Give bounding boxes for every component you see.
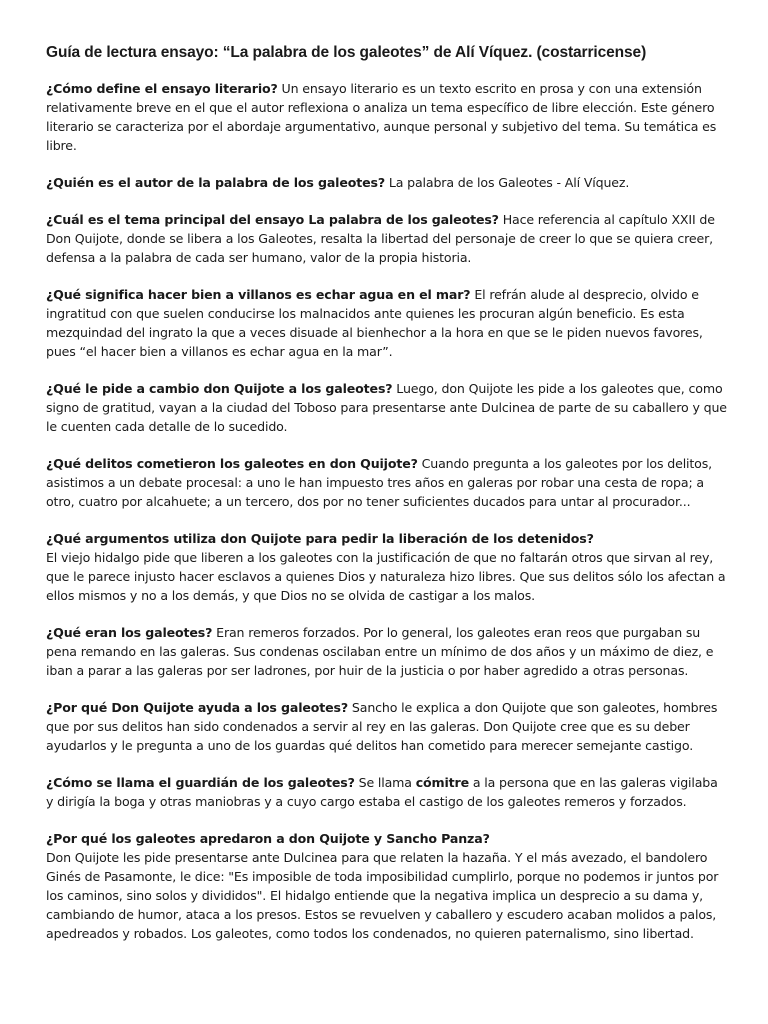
question: ¿Quién es el autor de la palabra de los galeotes? bbox=[46, 175, 385, 190]
document-title: Guía de lectura ensayo: “La palabra de los galeotes” de Alí Víquez. (costarricense) bbox=[46, 44, 647, 61]
answer: Cuando pregunta a los galeotes por los delitos, asistimos a un debate procesal: a uno le han impuesto tres años en galeras por robar una cesta de ropa; a otro, cuatro por alcahuete; a un tercero, dos por no tener suficientes ducados para untar al procurador... bbox=[46, 456, 713, 509]
question: ¿Qué delitos cometieron los galeotes en don Quijote? bbox=[46, 456, 418, 471]
question: ¿Qué argumentos utiliza don Quijote para pedir la liberación de los detenidos? bbox=[46, 531, 594, 546]
answer: El refrán alude al desprecio, olvido e ingratitud con que suelen conducirse los malnacidos ante quienes les procuran algún beneficio. Es esta mezquindad del ingrato la que a veces disuade al bienhechor a la hora en que se le piden nuevos favores, pues “el hacer bien a villanos es echar agua en la mar”. bbox=[46, 287, 703, 359]
qa-item bbox=[46, 173, 728, 192]
answer: Luego, don Quijote les pide a los galeotes que, como signo de gratitud, vayan a la ciudad del Toboso para presentarse ante Dulcinea de parte de su caballero y que le cuenten cada detalle de lo sucedido. bbox=[46, 381, 727, 434]
answer: El viejo hidalgo pide que liberen a los galeotes con la justificación de que no faltarán otros que sirvan al rey, que le parece injusto hacer esclavos a quienes Dios y naturaleza hizo libres. Que sus delitos sólo los afectan a ellos mismos y no a los demás, y que Dios no se olvida de castigar a los malos. bbox=[46, 550, 726, 603]
answer: Hace referencia al capítulo XXII de Don Quijote, donde se libera a los Galeotes, resalta la libertad del personaje de creer lo que se quiera creer, defensa a la palabra de cada ser humano, valor de la propia historia. bbox=[46, 212, 715, 265]
qa-item bbox=[46, 210, 728, 267]
answer-keyword: cómitre bbox=[415, 775, 469, 790]
answer: Sancho le explica a don Quijote que son galeotes, hombres que por sus delitos han sido condenados a servir al rey en las galeras. Don Quijote cree que es su deber ayudarlos y le pregunta a uno de los guardas qué delitos han cometido para merecer semejante castigo. bbox=[46, 700, 718, 753]
question: ¿Cómo se llama el guardián de los galeotes? bbox=[46, 775, 355, 790]
qa-item bbox=[46, 529, 728, 605]
question: ¿Qué le pide a cambio don Quijote a los galeotes? bbox=[46, 381, 393, 396]
answer-part: a la persona que en las galeras vigilaba y dirigía la boga y otras maniobras y a cuyo cargo estaba el castigo de los galeotes remeros y forzados. bbox=[46, 775, 718, 809]
answer: Don Quijote les pide presentarse ante Dulcinea para que relaten la hazaña. Y el más avezado, el bandolero Ginés de Pasamonte, le dice: "Es imposible de toda imposibilidad cumplirlo, porque no podemos ir juntos por los caminos, sino solos y divididos". El hidalgo entiende que la negativa implica un desprecio a su dama y, cambiando de humor, ataca a los presos. Estos se revuelven y caballero y escudero acaban molidos a palos, apedreados y robados. Los galeotes, como todos los condenados, no quieren paternalismo, sino libertad. bbox=[46, 850, 719, 941]
question: ¿Por qué los galeotes apredaron a don Quijote y Sancho Panza? bbox=[46, 831, 490, 846]
question: ¿Cuál es el tema principal del ensayo La palabra de los galeotes? bbox=[46, 212, 499, 227]
qa-item bbox=[46, 698, 728, 755]
qa-item bbox=[46, 773, 728, 811]
answer-part: Se llama bbox=[354, 775, 416, 790]
answer: La palabra de los Galeotes - Alí Víquez. bbox=[385, 175, 630, 190]
answer: Un ensayo literario es un texto escrito en prosa y con una extensión relativamente breve en el que el autor reflexiona o analiza un tema específico de libre elección. Este género literario se caracteriza por el abordaje argumentativo, aunque personal y subjetivo del tema. Su temática es libre. bbox=[46, 81, 717, 153]
question: ¿Por qué Don Quijote ayuda a los galeotes? bbox=[46, 700, 349, 715]
qa-item bbox=[46, 623, 728, 680]
qa-item bbox=[46, 379, 728, 436]
qa-item bbox=[46, 285, 728, 361]
qa-item bbox=[46, 454, 728, 511]
answer: Eran remeros forzados. Por lo general, los galeotes eran reos que purgaban su pena remando en las galeras. Sus condenas oscilaban entre un mínimo de dos años y un máximo de diez, e iban a parar a las galeras por ser ladrones, por huir de la justicia o por haber agredido a otras personas. bbox=[46, 625, 714, 678]
qa-item bbox=[46, 79, 728, 155]
question: ¿Qué significa hacer bien a villanos es echar agua en el mar? bbox=[46, 287, 471, 302]
qa-item bbox=[46, 829, 728, 943]
question: ¿Qué eran los galeotes? bbox=[46, 625, 213, 640]
question: ¿Cómo define el ensayo literario? bbox=[46, 81, 278, 96]
